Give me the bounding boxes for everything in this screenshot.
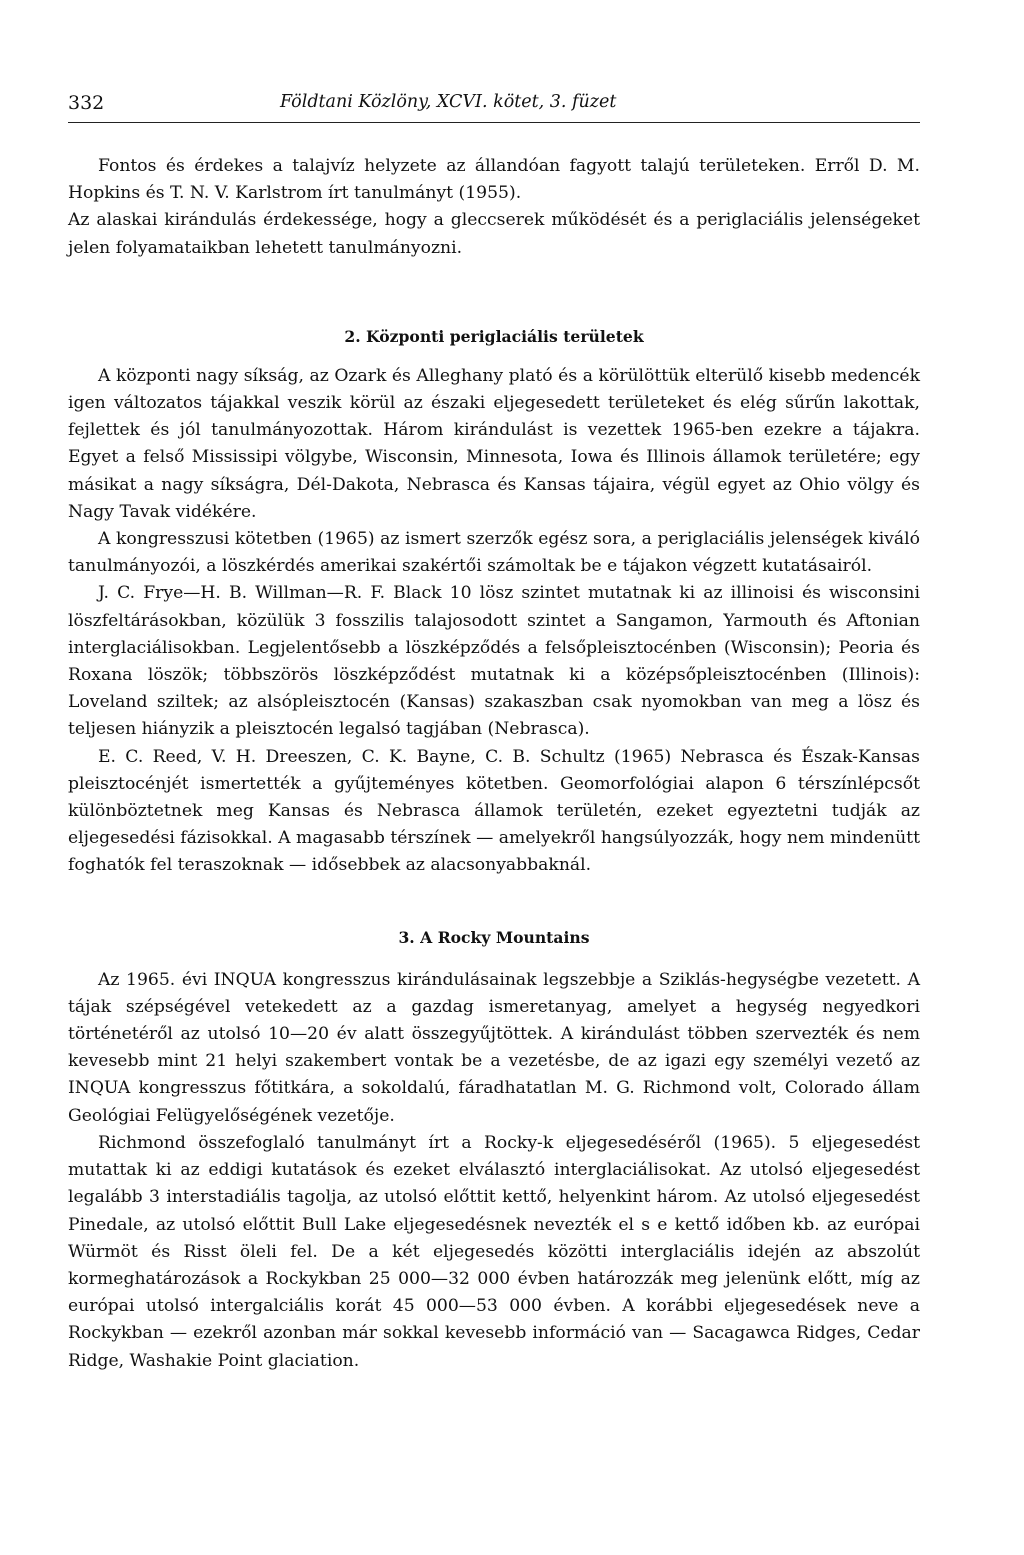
section-2-paragraph-1: A központi nagy síkság, az Ozark és Alleghany plató és a körülöttük elterülő kisebb medencék igen változatos tájakkal veszik körül az északi eljegesedett területeket és elég sűrűn lakottak, fejlettek és jól tanulmányozottak. Három kirándulást is vezettek 1965-ben ezekre a tájakra. Egyet a felső Mississipi völgybe, Wisconsin, Minnesota, Iowa és Illinois államok területére; egy másikat a nagy síkságra, Dél-Dakota, Nebrasca és Kansas tájaira, végül egyet az Ohio völgy és Nagy Tavak vidékére. xyxy=(68,365,920,522)
journal-page xyxy=(68,92,920,1375)
intro-paragraph-2: Az alaskai kirándulás érdekessége, hogy a gleccserek működését és a periglaciális jelenségeket jelen folyamataikban lehetett tanulmányozni. xyxy=(68,210,920,258)
running-head xyxy=(68,92,920,123)
section-3-body xyxy=(68,967,920,1375)
section-2-paragraph-4: E. C. Reed, V. H. Dreeszen, C. K. Bayne, C. B. Schultz (1965) Nebrasca és Észak-Kansas pleisztocénjét ismertették a gyűjteményes kötetben. Geomorfológiai alapon 6 térszínlépcsőt különböztetnek meg Kansas és Nebrasca államok területén, ezeket egyeztetni tudják az eljegesedési fázisokkal. A magasabb térszínek — amelyekről hangsúlyozzák, hogy nem mindenütt foghatók fel teraszoknak — idősebbek az alacsonyabbaknál. xyxy=(68,746,920,876)
section-2-paragraph-2: A kongresszusi kötetben (1965) az ismert szerzők egész sora, a periglaciális jelenségek kiváló tanulmányozói, a löszkérdés amerikai szakértői számoltak be e tájakon végzett kutatásairól. xyxy=(68,529,920,577)
intro-paragraph-1: Fontos és érdekes a talajvíz helyzete az állandóan fagyott talajú területeken. Erről D. M. Hopkins és T. N. V. Karlstrom írt tanulmányt (1955). xyxy=(68,156,920,204)
section-2-body xyxy=(68,363,920,880)
section-3-paragraph-2: Richmond összefoglaló tanulmányt írt a Rocky-k eljegesedéséről (1965). 5 eljegesedést mutattak ki az eddigi kutatások és ezeket elválasztó interglaciálisokat. Az utolsó eljegesedést legalább 3 interstadiális tagolja, az utolsó előttit kettő, helyenkint három. Az utolsó eljegesedést Pinedale, az utolsó előttit Bull Lake eljegesedésnek nevezték el s e kettő időben kb. az európai Würmöt és Risst öleli fel. De a két eljegesedés közötti interglaciális idején az abszolút kormeghatározások a Rockykban 25 000—32 000 évben határozzák meg jelenünk előtt, míg az európai utolsó intergalciális korát 45 000—53 000 évben. A korábbi eljegesedések neve a Rockykban — ezekről azonban már sokkal kevesebb információ van — Sacagawca Ridges, Cedar Ridge, Washakie Point glaciation. xyxy=(68,1132,920,1371)
section-2-heading: 2. Központi periglaciális területek xyxy=(344,326,644,346)
section-3-paragraph-1: Az 1965. évi INQUA kongresszus kirándulásainak legszebbje a Sziklás-hegységbe vezetett. A tájak szépségével vetekedett az a gazdag ismeretanyag, amelyet a hegység negyedkori történetéről az utolsó 10—20 év alatt összegyűjtöttek. A kirándulást többen szervezték és nem kevesebb mint 21 helyi szakembert vontak be a vezetésbe, de az igazi egy személyi vezető az INQUA kongresszus főtitkára, a sokoldalú, fáradhatatlan M. G. Richmond volt, Colorado állam Geológiai Felügyelőségének vezetője. xyxy=(68,969,920,1126)
journal-title: Földtani Közlöny, XCVI. kötet, 3. füzet xyxy=(280,92,617,112)
intro-block xyxy=(68,153,920,262)
section-2-paragraph-3: J. C. Frye—H. B. Willman—R. F. Black 10 lösz szintet mutatnak ki az illinoisi és wisconsini löszfeltárásokban, közülük 3 fosszilis talajosodott szintet a Sangamon, Yarmouth és Aftonian interglaciálisokban. Legjelentősebb a löszképződés a felsőpleisztocénben (Wisconsin); Peoria és Roxana löszök; többszörös löszképződést mutatnak ki a középsőpleisztocénben (Illinois): Loveland sziltek; az alsópleisztocén (Kansas) szakaszban csak nyomokban van meg a lösz és teljesen hiányzik a pleisztocén legalsó tagjában (Nebrasca). xyxy=(68,583,920,740)
section-3-heading: 3. A Rocky Mountains xyxy=(398,927,590,947)
page-number: 332 xyxy=(68,92,105,114)
